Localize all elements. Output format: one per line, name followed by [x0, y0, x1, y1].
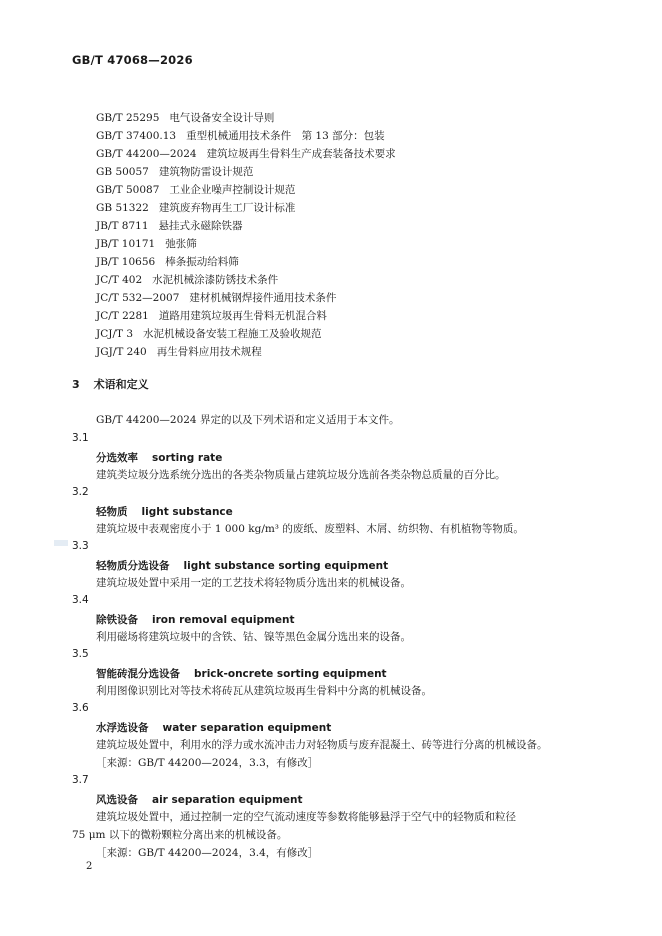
reference-title: 悬挂式永磁除铁器 [158, 220, 243, 232]
reference-title: 再生骨料应用技术规程 [156, 346, 262, 358]
reference-title: 建筑垃圾再生骨料生产成套装备技术要求 [206, 148, 396, 160]
term-heading [96, 450, 222, 465]
term-heading [96, 792, 303, 807]
reference-title: 水泥机械设备安装工程施工及验收规范 [143, 328, 322, 340]
section-number: 3 [72, 378, 80, 391]
reference-item [96, 218, 243, 233]
term-en: sorting rate [152, 452, 223, 464]
term-definition: 建筑垃圾处置中，通过控制一定的空气流动速度等参数将能够悬浮于空气中的轻物质和粒径 [96, 811, 516, 823]
term-number: 3.4 [72, 594, 89, 606]
reference-code: GB/T 25295 [96, 112, 160, 124]
term-en: water separation equipment [162, 722, 332, 734]
section-title: 术语和定义 [93, 378, 149, 391]
reference-code: JC/T 402 [96, 274, 143, 286]
term-en: iron removal equipment [152, 614, 295, 626]
reference-title: 建筑物防雷设计规范 [158, 166, 254, 178]
term-source: ［来源：GB/T 44200—2024，3.4，有修改］ [96, 847, 319, 859]
reference-code: GB 50057 [96, 166, 149, 178]
term-en: light substance [141, 506, 233, 518]
reference-code: GB/T 44200—2024 [96, 148, 197, 160]
reference-item [96, 182, 295, 197]
reference-code: GB 51322 [96, 202, 149, 214]
term-zh: 除铁设备 [96, 614, 138, 626]
term-definition: 建筑垃圾处置中采用一定的工艺技术将轻物质分选出来的机械设备。 [96, 577, 411, 589]
term-number: 3.7 [72, 774, 89, 786]
reference-code: JB/T 8711 [96, 220, 149, 232]
term-zh: 分选效率 [96, 452, 138, 464]
term-definition: 建筑类垃圾分选系统分选出的各类杂物质量占建筑垃圾分选前各类杂物总质量的百分比。 [96, 469, 506, 481]
reference-code: JB/T 10656 [96, 256, 156, 268]
term-en: air separation equipment [152, 794, 303, 806]
term-definition: 建筑垃圾处置中，利用水的浮力或水流冲击力对轻物质与废弃混凝土、砖等进行分离的机械设备。 [96, 739, 548, 751]
reference-title: 建筑废弃物再生工厂设计标准 [158, 202, 296, 214]
reference-title: 水泥机械涂漆防锈技术条件 [152, 274, 279, 286]
reference-title: 电气设备安全设计导则 [169, 112, 275, 124]
reference-title: 弛张筛 [165, 238, 197, 250]
term-heading [96, 666, 387, 681]
term-heading [96, 558, 388, 573]
term-source: ［来源：GB/T 44200—2024，3.3，有修改］ [96, 757, 319, 769]
reference-item [96, 128, 385, 143]
term-number: 3.3 [72, 540, 89, 552]
term-definition: 利用图像识别比对等技术将砖瓦从建筑垃圾再生骨料中分离的机械设备。 [96, 685, 432, 697]
term-en: light substance sorting equipment [183, 560, 389, 572]
reference-item [96, 254, 239, 269]
reference-title: 棒条振动给料筛 [165, 256, 239, 268]
reference-title: 道路用建筑垃圾再生骨料无机混合料 [158, 310, 327, 322]
term-definition: 利用磁场将建筑垃圾中的含铁、钴、镍等黑色金属分选出来的设备。 [96, 631, 411, 643]
reference-title: 建材机械钢焊接件通用技术条件 [189, 292, 337, 304]
reference-item [96, 308, 327, 323]
reference-code: JC/T 532—2007 [96, 292, 180, 304]
reference-code: GB/T 50087 [96, 184, 160, 196]
term-zh: 风选设备 [96, 794, 138, 806]
reference-item [96, 164, 253, 179]
reference-item [96, 272, 278, 287]
section-intro: GB/T 44200—2024 界定的以及下列术语和定义适用于本文件。 [96, 414, 400, 426]
reference-item [96, 344, 262, 359]
term-definition: 建筑垃圾中表观密度小于 1 000 kg/m³ 的废纸、废塑料、木屑、纺织物、有机植物等物质。 [96, 523, 524, 535]
reference-item [96, 326, 322, 341]
standard-header: GB/T 47068—2026 [72, 53, 193, 67]
section-heading [72, 376, 149, 392]
page-number: 2 [86, 861, 93, 872]
term-number: 3.2 [72, 486, 89, 498]
term-zh: 轻物质 [96, 506, 128, 518]
reference-code: JGJ/T 240 [96, 346, 147, 358]
term-en: brick-oncrete sorting equipment [194, 668, 387, 680]
term-number: 3.1 [72, 432, 89, 444]
reference-code: JC/T 2281 [96, 310, 149, 322]
reference-item [96, 200, 295, 215]
reference-item [96, 110, 274, 125]
term-heading [96, 720, 331, 735]
term-zh: 智能砖混分选设备 [96, 668, 180, 680]
term-heading [96, 504, 233, 519]
reference-title: 重型机械通用技术条件 第 13 部分：包装 [186, 130, 385, 142]
term-number: 3.6 [72, 702, 89, 714]
reference-code: JCJ/T 3 [96, 328, 134, 340]
reference-code: GB/T 37400.13 [96, 130, 177, 142]
term-number: 3.5 [72, 648, 89, 660]
reference-title: 工业企业噪声控制设计规范 [169, 184, 296, 196]
term-definition-continuation: 75 μm 以下的微粉颗粒分离出来的机械设备。 [72, 829, 288, 841]
margin-mark [54, 540, 68, 546]
reference-item [96, 290, 336, 305]
reference-code: JB/T 10171 [96, 238, 156, 250]
term-zh: 轻物质分选设备 [96, 560, 170, 572]
term-heading [96, 612, 295, 627]
term-zh: 水浮选设备 [96, 722, 149, 734]
reference-item [96, 236, 197, 251]
reference-item [96, 146, 396, 161]
